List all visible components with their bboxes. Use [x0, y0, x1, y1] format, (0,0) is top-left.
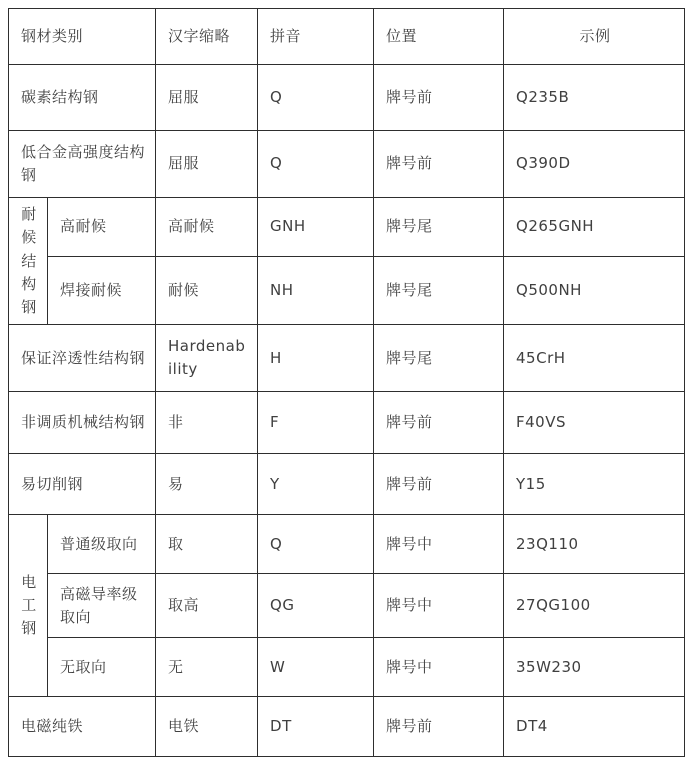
- cell-pinyin: DT: [258, 697, 374, 757]
- cell-position: 牌号中: [374, 515, 504, 574]
- cell-example: DT4: [504, 697, 685, 757]
- cell-position: 牌号前: [374, 392, 504, 454]
- cell-position: 牌号中: [374, 638, 504, 697]
- table-row: [9, 638, 685, 697]
- cell-example: Q500NH: [504, 256, 685, 325]
- cell-subcategory: 普通级取向: [48, 515, 156, 574]
- table-row: [9, 65, 685, 131]
- header-position: 位置: [374, 9, 504, 65]
- cell-pinyin: QG: [258, 574, 374, 638]
- cell-example: 45CrH: [504, 325, 685, 392]
- cell-subcategory: 焊接耐候: [48, 256, 156, 325]
- table-row: [9, 131, 685, 198]
- cell-abbr: 取: [156, 515, 258, 574]
- cell-abbr: 耐候: [156, 256, 258, 325]
- cell-example: Q390D: [504, 131, 685, 198]
- table-row: [9, 697, 685, 757]
- table-row: [9, 198, 685, 257]
- table-row: [9, 325, 685, 392]
- cell-example: Y15: [504, 454, 685, 515]
- group-label: 耐候结构钢: [21, 205, 37, 316]
- header-example: 示例: [504, 9, 685, 65]
- cell-subcategory: 高磁导率级取向: [48, 574, 156, 638]
- cell-subcategory: 无取向: [48, 638, 156, 697]
- cell-pinyin: Y: [258, 454, 374, 515]
- cell-abbr: 屈服: [156, 65, 258, 131]
- cell-position: 牌号前: [374, 131, 504, 198]
- cell-pinyin: Q: [258, 131, 374, 198]
- cell-pinyin: W: [258, 638, 374, 697]
- cell-example: Q235B: [504, 65, 685, 131]
- cell-pinyin: Q: [258, 65, 374, 131]
- table-row: [9, 454, 685, 515]
- steel-naming-table: [8, 8, 685, 757]
- header-abbr: 汉字缩略: [156, 9, 258, 65]
- header-pinyin: 拼音: [258, 9, 374, 65]
- cell-example: 23Q110: [504, 515, 685, 574]
- cell-category: 低合金高强度结构钢: [9, 131, 156, 198]
- cell-pinyin: H: [258, 325, 374, 392]
- cell-category: 碳素结构钢: [9, 65, 156, 131]
- cell-example: 27QG100: [504, 574, 685, 638]
- cell-abbr: 高耐候: [156, 198, 258, 257]
- cell-position: 牌号中: [374, 574, 504, 638]
- cell-abbr: 易: [156, 454, 258, 515]
- cell-abbr: 非: [156, 392, 258, 454]
- cell-category: 易切削钢: [9, 454, 156, 515]
- cell-category: 非调质机械结构钢: [9, 392, 156, 454]
- cell-category: 电磁纯铁: [9, 697, 156, 757]
- cell-position: 牌号前: [374, 454, 504, 515]
- table-row: [9, 256, 685, 325]
- cell-subcategory: 高耐候: [48, 198, 156, 257]
- cell-position: 牌号尾: [374, 198, 504, 257]
- header-row: [9, 9, 685, 65]
- cell-example: Q265GNH: [504, 198, 685, 257]
- cell-position: 牌号前: [374, 65, 504, 131]
- cell-pinyin: Q: [258, 515, 374, 574]
- cell-abbr: Hardenability: [156, 325, 258, 392]
- cell-pinyin: F: [258, 392, 374, 454]
- cell-abbr: 无: [156, 638, 258, 697]
- cell-group-category: [9, 515, 48, 697]
- group-label: 电工钢: [21, 572, 37, 638]
- cell-group-category: [9, 198, 48, 325]
- cell-pinyin: NH: [258, 256, 374, 325]
- header-category: 钢材类别: [9, 9, 156, 65]
- cell-position: 牌号尾: [374, 325, 504, 392]
- cell-abbr: 电铁: [156, 697, 258, 757]
- cell-pinyin: GNH: [258, 198, 374, 257]
- cell-category: 保证淬透性结构钢: [9, 325, 156, 392]
- cell-abbr: 取高: [156, 574, 258, 638]
- cell-position: 牌号前: [374, 697, 504, 757]
- table-row: [9, 392, 685, 454]
- table-row: [9, 515, 685, 574]
- cell-position: 牌号尾: [374, 256, 504, 325]
- cell-example: F40VS: [504, 392, 685, 454]
- table-row: [9, 574, 685, 638]
- cell-abbr: 屈服: [156, 131, 258, 198]
- cell-example: 35W230: [504, 638, 685, 697]
